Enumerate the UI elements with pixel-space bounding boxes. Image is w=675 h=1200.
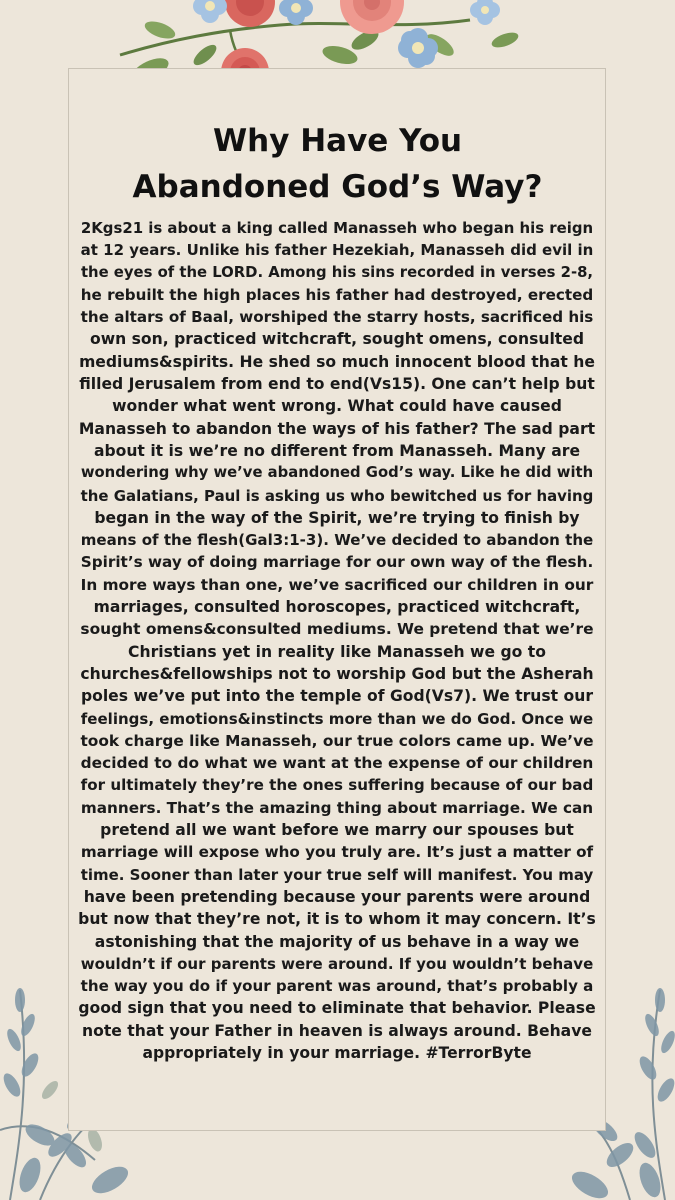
body-line: note that your Father in heaven is always around. Behave	[82, 1021, 592, 1040]
body-line: churches&fellowships not to worship God but the Asherah	[80, 664, 594, 683]
body-line: about it is we’re no different from Manasseh. Many are	[93, 441, 581, 460]
body-line: the way you do if your parent was around, that’s probably a	[80, 977, 594, 996]
body-line: own son, practiced witchcraft, sought omens, consulted	[89, 330, 585, 349]
body-line: 2Kgs21 is about a king called Manasseh who began his reign	[80, 219, 594, 237]
body-line: Christians yet in reality like Manasseh we go to	[128, 642, 546, 661]
body-line: wonder what went wrong. What could have caused	[112, 397, 562, 416]
body-line: wouldn’t if our parents were around. If you wouldn’t behave	[80, 954, 594, 973]
body-line: means of the flesh(Gal3:1-3). We’ve decided to abandon the	[80, 531, 594, 550]
title-line-1: Why Have You	[212, 123, 463, 159]
body-line: feelings, emotions&instincts more than we do God. Once we	[80, 709, 594, 728]
body-line: the Galatians, Paul is asking us who bewitched us for having	[80, 486, 594, 505]
body-line: wondering why we’ve abandoned God’s way. Like he did with	[80, 464, 594, 482]
body-line: took charge like Manasseh, our true colors came up. We’ve	[80, 731, 594, 750]
body-line: the eyes of the LORD. Among his sins recorded in verses 2-8,	[80, 263, 594, 281]
body-line: marriages, consulted horoscopes, practiced witchcraft,	[93, 598, 581, 617]
body-line: decided to do what we want at the expense of our children	[80, 754, 594, 773]
body-line: astonishing that the majority of us behave in a way we	[94, 932, 580, 951]
body-line: time. Sooner than later your true self will manifest. You may	[80, 865, 594, 884]
body-line: but now that they’re not, it is to whom it may concern. It’s	[78, 910, 596, 929]
body-line: sought omens&consulted mediums. We pretend that we’re	[80, 620, 594, 639]
title-line-2: Abandoned God’s Way?	[132, 169, 543, 205]
body-line: Spirit’s way of doing marriage for our own way of the flesh.	[80, 553, 594, 572]
body-line: at 12 years. Unlike his father Hezekiah, Manasseh did evil in	[80, 241, 594, 260]
body-line: pretend all we want before we marry our spouses but	[100, 821, 574, 840]
body-line: manners. That’s the amazing thing about marriage. We can	[80, 798, 594, 817]
body-line: have been pretending because your parents were around	[83, 887, 591, 906]
body-line: for ultimately they’re the ones suffering because of our bad	[80, 776, 594, 795]
body-line: filled Jerusalem from end to end(Vs15). One can’t help but	[79, 375, 595, 394]
page-title	[0, 118, 675, 210]
body-line: appropriately in your marriage. #TerrorByte	[142, 1043, 532, 1062]
body-line: good sign that you need to eliminate that behavior. Please	[78, 999, 596, 1018]
body-line: In more ways than one, we’ve sacrificed our children in our	[80, 575, 594, 594]
body-line: the altars of Baal, worshiped the starry hosts, sacrificed his	[80, 308, 594, 327]
body-line: Manasseh to abandon the ways of his father? The sad part	[78, 419, 596, 438]
article-body	[78, 217, 596, 1064]
body-line: mediums&spirits. He shed so much innocent blood that he	[79, 352, 595, 371]
body-line: poles we’ve put into the temple of God(Vs7). We trust our	[80, 687, 594, 706]
body-line: began in the way of the Spirit, we’re trying to finish by	[94, 508, 580, 527]
body-line: marriage will expose who you truly are. It’s just a matter of	[80, 843, 594, 862]
body-line: he rebuilt the high places his father had destroyed, erected	[80, 285, 594, 304]
